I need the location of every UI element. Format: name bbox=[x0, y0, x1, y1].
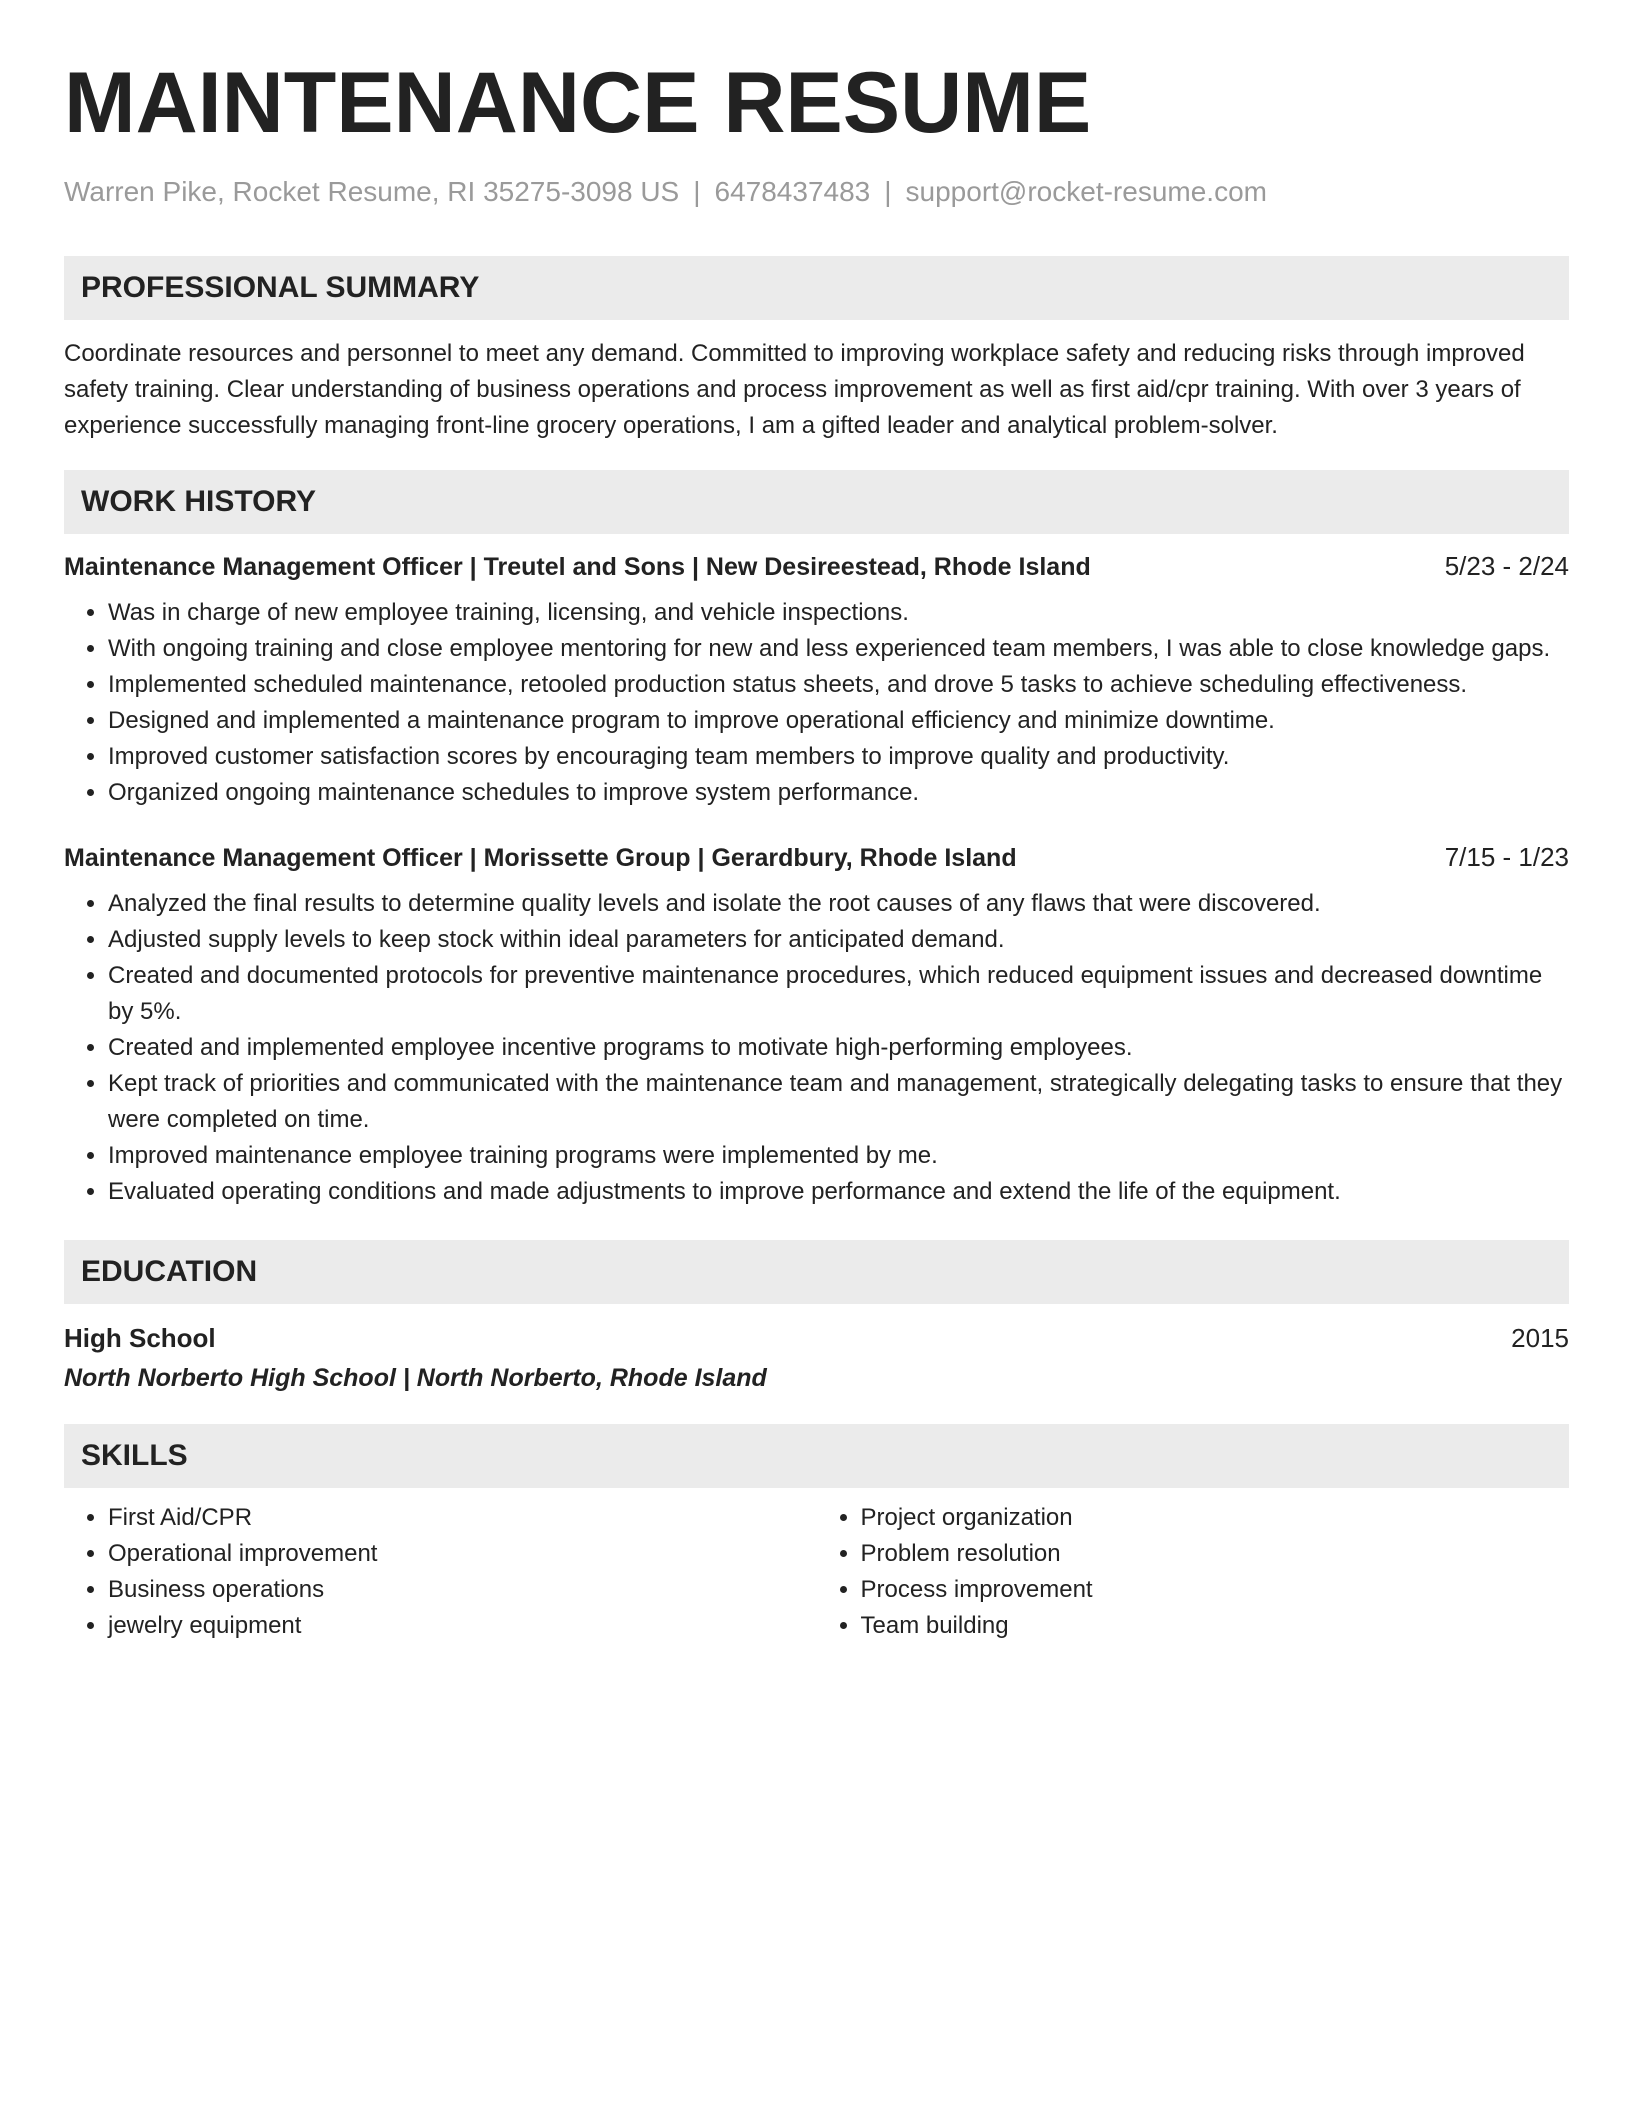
resume-page bbox=[64, 48, 1569, 1644]
job-bullets bbox=[64, 886, 1569, 1210]
job-bullet: • Created and implemented employee incentive programs to motivate high-performing employees. bbox=[108, 1030, 1569, 1066]
section-heading-education: EDUCATION bbox=[64, 1240, 1569, 1304]
job-bullet: • Created and documented protocols for preventive maintenance procedures, which reduced equipment issues and decreased downtime by 5%. bbox=[108, 958, 1569, 1030]
contact-separator: | bbox=[884, 176, 892, 207]
section-heading-work-history: WORK HISTORY bbox=[64, 470, 1569, 534]
job-bullet: • With ongoing training and close employee mentoring for new and less experienced team members, I was able to close knowledge gaps. bbox=[108, 631, 1569, 667]
summary-text: Coordinate resources and personnel to meet any demand. Committed to improving workplace safety and reducing risks through improved safety training. Clear understanding of business operations and process improvement as well as first aid/cpr training. With over 3 years of experience successfully managing front-line grocery operations, I am a gifted leader and analytical problem-solver. bbox=[64, 340, 1525, 439]
skills-column-right bbox=[817, 1500, 1570, 1644]
job-bullet: • Analyzed the final results to determine quality levels and isolate the root causes of any flaws that were discovered. bbox=[108, 886, 1569, 922]
job-entry bbox=[64, 548, 1569, 811]
education-row bbox=[64, 1320, 1569, 1356]
contact-address: Warren Pike, Rocket Resume, RI 35275-3098 US bbox=[64, 176, 680, 207]
job-bullet: • Adjusted supply levels to keep stock within ideal parameters for anticipated demand. bbox=[108, 922, 1569, 958]
skill-item: • Operational improvement bbox=[108, 1536, 817, 1572]
skills-list bbox=[64, 1500, 1569, 1644]
skill-item: • First Aid/CPR bbox=[108, 1500, 817, 1536]
skill-item: • Problem resolution bbox=[861, 1536, 1570, 1572]
job-bullet: • Designed and implemented a maintenance program to improve operational efficiency and minimize downtime. bbox=[108, 703, 1569, 739]
job-dates: 5/23 - 2/24 bbox=[1444, 551, 1569, 581]
job-bullet: • Improved maintenance employee training programs were implemented by me. bbox=[108, 1138, 1569, 1174]
job-bullet: • Improved customer satisfaction scores by encouraging team members to improve quality and productivity. bbox=[108, 739, 1569, 775]
section-heading-skills: SKILLS bbox=[64, 1424, 1569, 1488]
contact-separator: | bbox=[693, 176, 701, 207]
job-bullet: • Was in charge of new employee training, licensing, and vehicle inspections. bbox=[108, 595, 1569, 631]
job-bullet: • Organized ongoing maintenance schedules to improve system performance. bbox=[108, 775, 1569, 811]
job-header bbox=[64, 548, 1569, 585]
education-year: 2015 bbox=[1511, 1323, 1569, 1353]
job-dates: 7/15 - 1/23 bbox=[1444, 842, 1569, 872]
contact-line bbox=[64, 172, 1569, 212]
job-bullet: • Implemented scheduled maintenance, retooled production status sheets, and drove 5 tasks to achieve scheduling effectiveness. bbox=[108, 667, 1569, 703]
section-heading-summary: PROFESSIONAL SUMMARY bbox=[64, 256, 1569, 320]
skill-item: • Team building bbox=[861, 1608, 1570, 1644]
resume-title: MAINTENANCE RESUME bbox=[64, 55, 1092, 151]
education-school: North Norberto High School | North Norberto, Rhode Island bbox=[64, 1364, 767, 1392]
job-entry bbox=[64, 839, 1569, 1210]
job-bullet: • Kept track of priorities and communicated with the maintenance team and management, strategically delegating tasks to ensure that they were completed on time. bbox=[108, 1066, 1569, 1138]
job-bullets bbox=[64, 595, 1569, 811]
skill-item: • Process improvement bbox=[861, 1572, 1570, 1608]
job-title: Maintenance Management Officer | Treutel and Sons | New Desireestead, Rhode Island bbox=[64, 553, 1091, 581]
contact-phone: 6478437483 bbox=[714, 176, 871, 207]
skill-item: • Project organization bbox=[861, 1500, 1570, 1536]
skill-item: • Business operations bbox=[108, 1572, 817, 1608]
job-bullet: • Evaluated operating conditions and made adjustments to improve performance and extend the life of the equipment. bbox=[108, 1174, 1569, 1210]
job-header bbox=[64, 839, 1569, 876]
contact-email: support@rocket-resume.com bbox=[905, 176, 1267, 207]
education-degree: High School bbox=[64, 1323, 216, 1353]
skill-item: • jewelry equipment bbox=[108, 1608, 817, 1644]
job-title: Maintenance Management Officer | Morissette Group | Gerardbury, Rhode Island bbox=[64, 844, 1017, 872]
skills-column-left bbox=[64, 1500, 817, 1644]
